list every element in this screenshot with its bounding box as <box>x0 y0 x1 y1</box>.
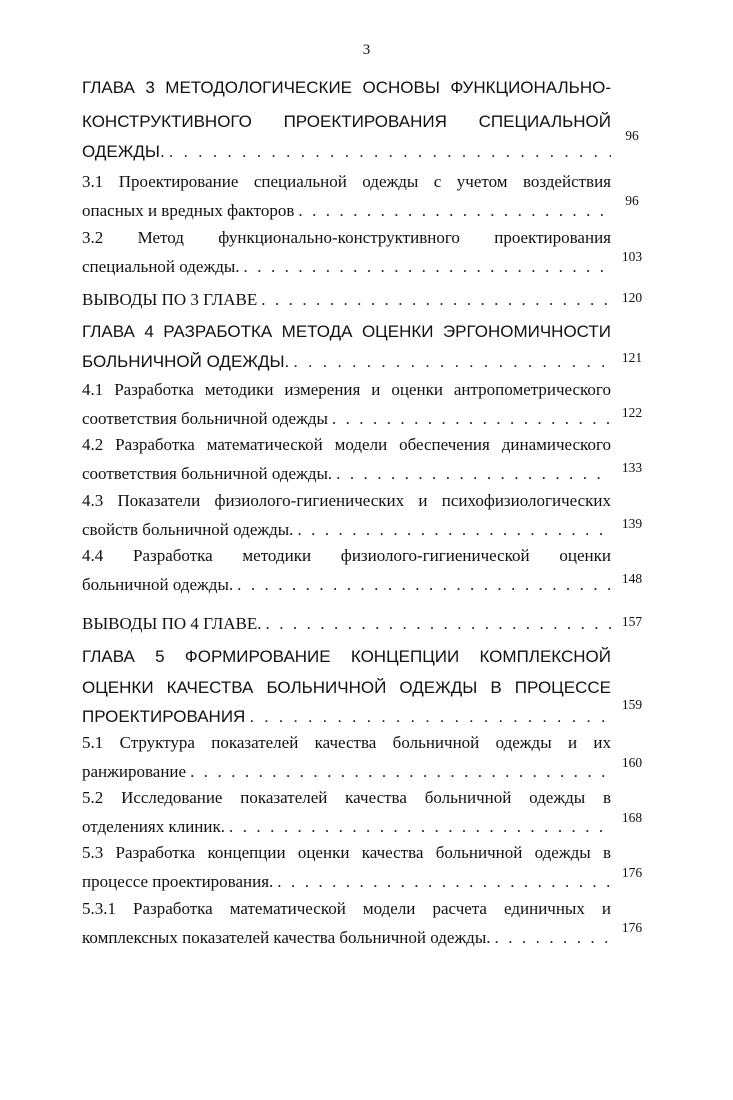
dot-leader <box>277 870 611 894</box>
toc-entry-line <box>82 489 611 513</box>
toc-entry-text: 3.1 Проектирование специальной одежды с учетом воздействия <box>82 172 611 191</box>
toc-entry-line <box>82 760 611 784</box>
toc-entry-text: ОДЕЖДЫ. <box>82 142 165 161</box>
toc-page-number: 121 <box>621 350 643 365</box>
toc-entry-line <box>82 926 611 950</box>
toc-page-number: 96 <box>625 128 639 143</box>
toc-entry-line <box>82 226 611 250</box>
toc-page-number: 133 <box>621 460 643 475</box>
toc-page-number: 96 <box>625 193 639 208</box>
toc-entry-text: процессе проектирования. <box>82 872 274 891</box>
toc-entry-line <box>82 320 611 344</box>
toc-entry-text: ГЛАВА 3 МЕТОДОЛОГИЧЕСКИЕ ОСНОВЫ ФУНКЦИОНАЛЬНО- <box>82 78 611 97</box>
toc-entry-text: соответствия больничной одежды <box>82 409 328 428</box>
toc-page-number: 139 <box>621 516 643 531</box>
toc-entry-line <box>82 705 611 729</box>
toc-entry-line <box>82 433 611 457</box>
toc-entry-line <box>82 110 611 134</box>
dot-leader <box>249 705 611 729</box>
toc-entry-line <box>82 815 611 839</box>
toc-entry-line <box>82 676 611 700</box>
toc-entry-line <box>82 544 611 568</box>
dot-leader <box>229 815 611 839</box>
toc-entry-line <box>82 462 611 486</box>
dot-leader <box>293 350 611 374</box>
toc-entry-line <box>82 870 611 894</box>
toc-entry-text: опасных и вредных факторов <box>82 201 295 220</box>
toc-entry-text: ВЫВОДЫ ПО 3 ГЛАВЕ <box>82 290 258 309</box>
toc-page-number: 157 <box>621 614 643 629</box>
toc-entry-text: комплексных показателей качества больничной одежды. <box>82 928 491 947</box>
toc-page-number: 176 <box>621 920 643 935</box>
dot-leader <box>336 462 611 486</box>
toc-entry-text: ранжирование <box>82 762 187 781</box>
toc-entry-text: ГЛАВА 4 РАЗРАБОТКА МЕТОДА ОЦЕНКИ ЭРГОНОМИЧНОСТИ <box>82 322 611 341</box>
toc-entry-line <box>82 199 611 223</box>
toc-page-number: 176 <box>621 865 643 880</box>
toc-entry-line <box>82 76 611 100</box>
toc-entry-line <box>82 170 611 194</box>
toc-page-number: 159 <box>621 697 643 712</box>
dot-leader <box>190 760 611 784</box>
toc-entry-line <box>82 897 611 921</box>
toc-page-number: 168 <box>621 810 643 825</box>
toc-entry-text: 4.2 Разработка математической модели обеспечения динамического <box>82 435 611 454</box>
dot-leader <box>237 573 611 597</box>
toc-page-number: 120 <box>621 290 643 305</box>
dot-leader <box>332 407 611 431</box>
toc-entry-line <box>82 288 611 312</box>
toc-entry-text: больничной одежды. <box>82 575 234 594</box>
toc-page-number: 148 <box>621 571 643 586</box>
toc-entry-text: 3.2 Метод функционально-конструктивного проектирования <box>82 228 611 247</box>
toc-page-number: 160 <box>621 755 643 770</box>
toc-entry-text: КОНСТРУКТИВНОГО ПРОЕКТИРОВАНИЯ СПЕЦИАЛЬНОЙ <box>82 112 611 131</box>
page-number: 3 <box>362 42 371 58</box>
dot-leader <box>495 926 611 950</box>
toc-entry-line <box>82 841 611 865</box>
toc-entry-line <box>82 786 611 810</box>
toc-entry-text: свойств больничной одежды. <box>82 520 294 539</box>
toc-entry-text: 4.4 Разработка методики физиолого-гигиенической оценки <box>82 546 611 565</box>
toc-page-number: 103 <box>621 249 643 264</box>
toc-entry-text: 4.1 Разработка методики измерения и оценки антропометрического <box>82 380 611 399</box>
toc-entry-text: БОЛЬНИЧНОЙ ОДЕЖДЫ. <box>82 352 290 371</box>
toc-entry-text: ВЫВОДЫ ПО 4 ГЛАВЕ. <box>82 614 262 633</box>
toc-entry-text: 5.3 Разработка концепции оценки качества больничной одежды в <box>82 843 611 862</box>
dot-leader <box>169 140 611 164</box>
toc-entry-text: отделениях клиник. <box>82 817 226 836</box>
toc-entry-line <box>82 407 611 431</box>
toc-entry-line <box>82 518 611 542</box>
dot-leader <box>298 199 611 223</box>
toc-entry-text: ОЦЕНКИ КАЧЕСТВА БОЛЬНИЧНОЙ ОДЕЖДЫ В ПРОЦЕССЕ <box>82 678 611 697</box>
toc-entry-line <box>82 645 611 669</box>
toc-entry-text: 5.3.1 Разработка математической модели расчета единичных и <box>82 899 611 918</box>
toc-entry-line <box>82 378 611 402</box>
dot-leader <box>261 288 611 312</box>
toc-entry-text: 5.1 Структура показателей качества больничной одежды и их <box>82 733 611 752</box>
toc-entry-text: соответствия больничной одежды. <box>82 464 333 483</box>
toc-entry-line <box>82 573 611 597</box>
toc-entry-text: 4.3 Показатели физиолого-гигиенических и психофизиологических <box>82 491 611 510</box>
toc-entry-text: 5.2 Исследование показателей качества больничной одежды в <box>82 788 611 807</box>
toc-entry-line <box>82 731 611 755</box>
toc-entry-line <box>82 612 611 636</box>
toc-entry-text: ГЛАВА 5 ФОРМИРОВАНИЕ КОНЦЕПЦИИ КОМПЛЕКСНОЙ <box>82 647 611 666</box>
toc-entry-text: специальной одежды. <box>82 257 240 276</box>
toc-page-number: 122 <box>621 405 643 420</box>
dot-leader <box>297 518 611 542</box>
toc-entry-line <box>82 255 611 279</box>
toc-entry-line <box>82 140 611 164</box>
toc-entry-line <box>82 350 611 374</box>
dot-leader <box>266 612 612 636</box>
toc-entry-text: ПРОЕКТИРОВАНИЯ <box>82 707 246 726</box>
dot-leader <box>244 255 611 279</box>
